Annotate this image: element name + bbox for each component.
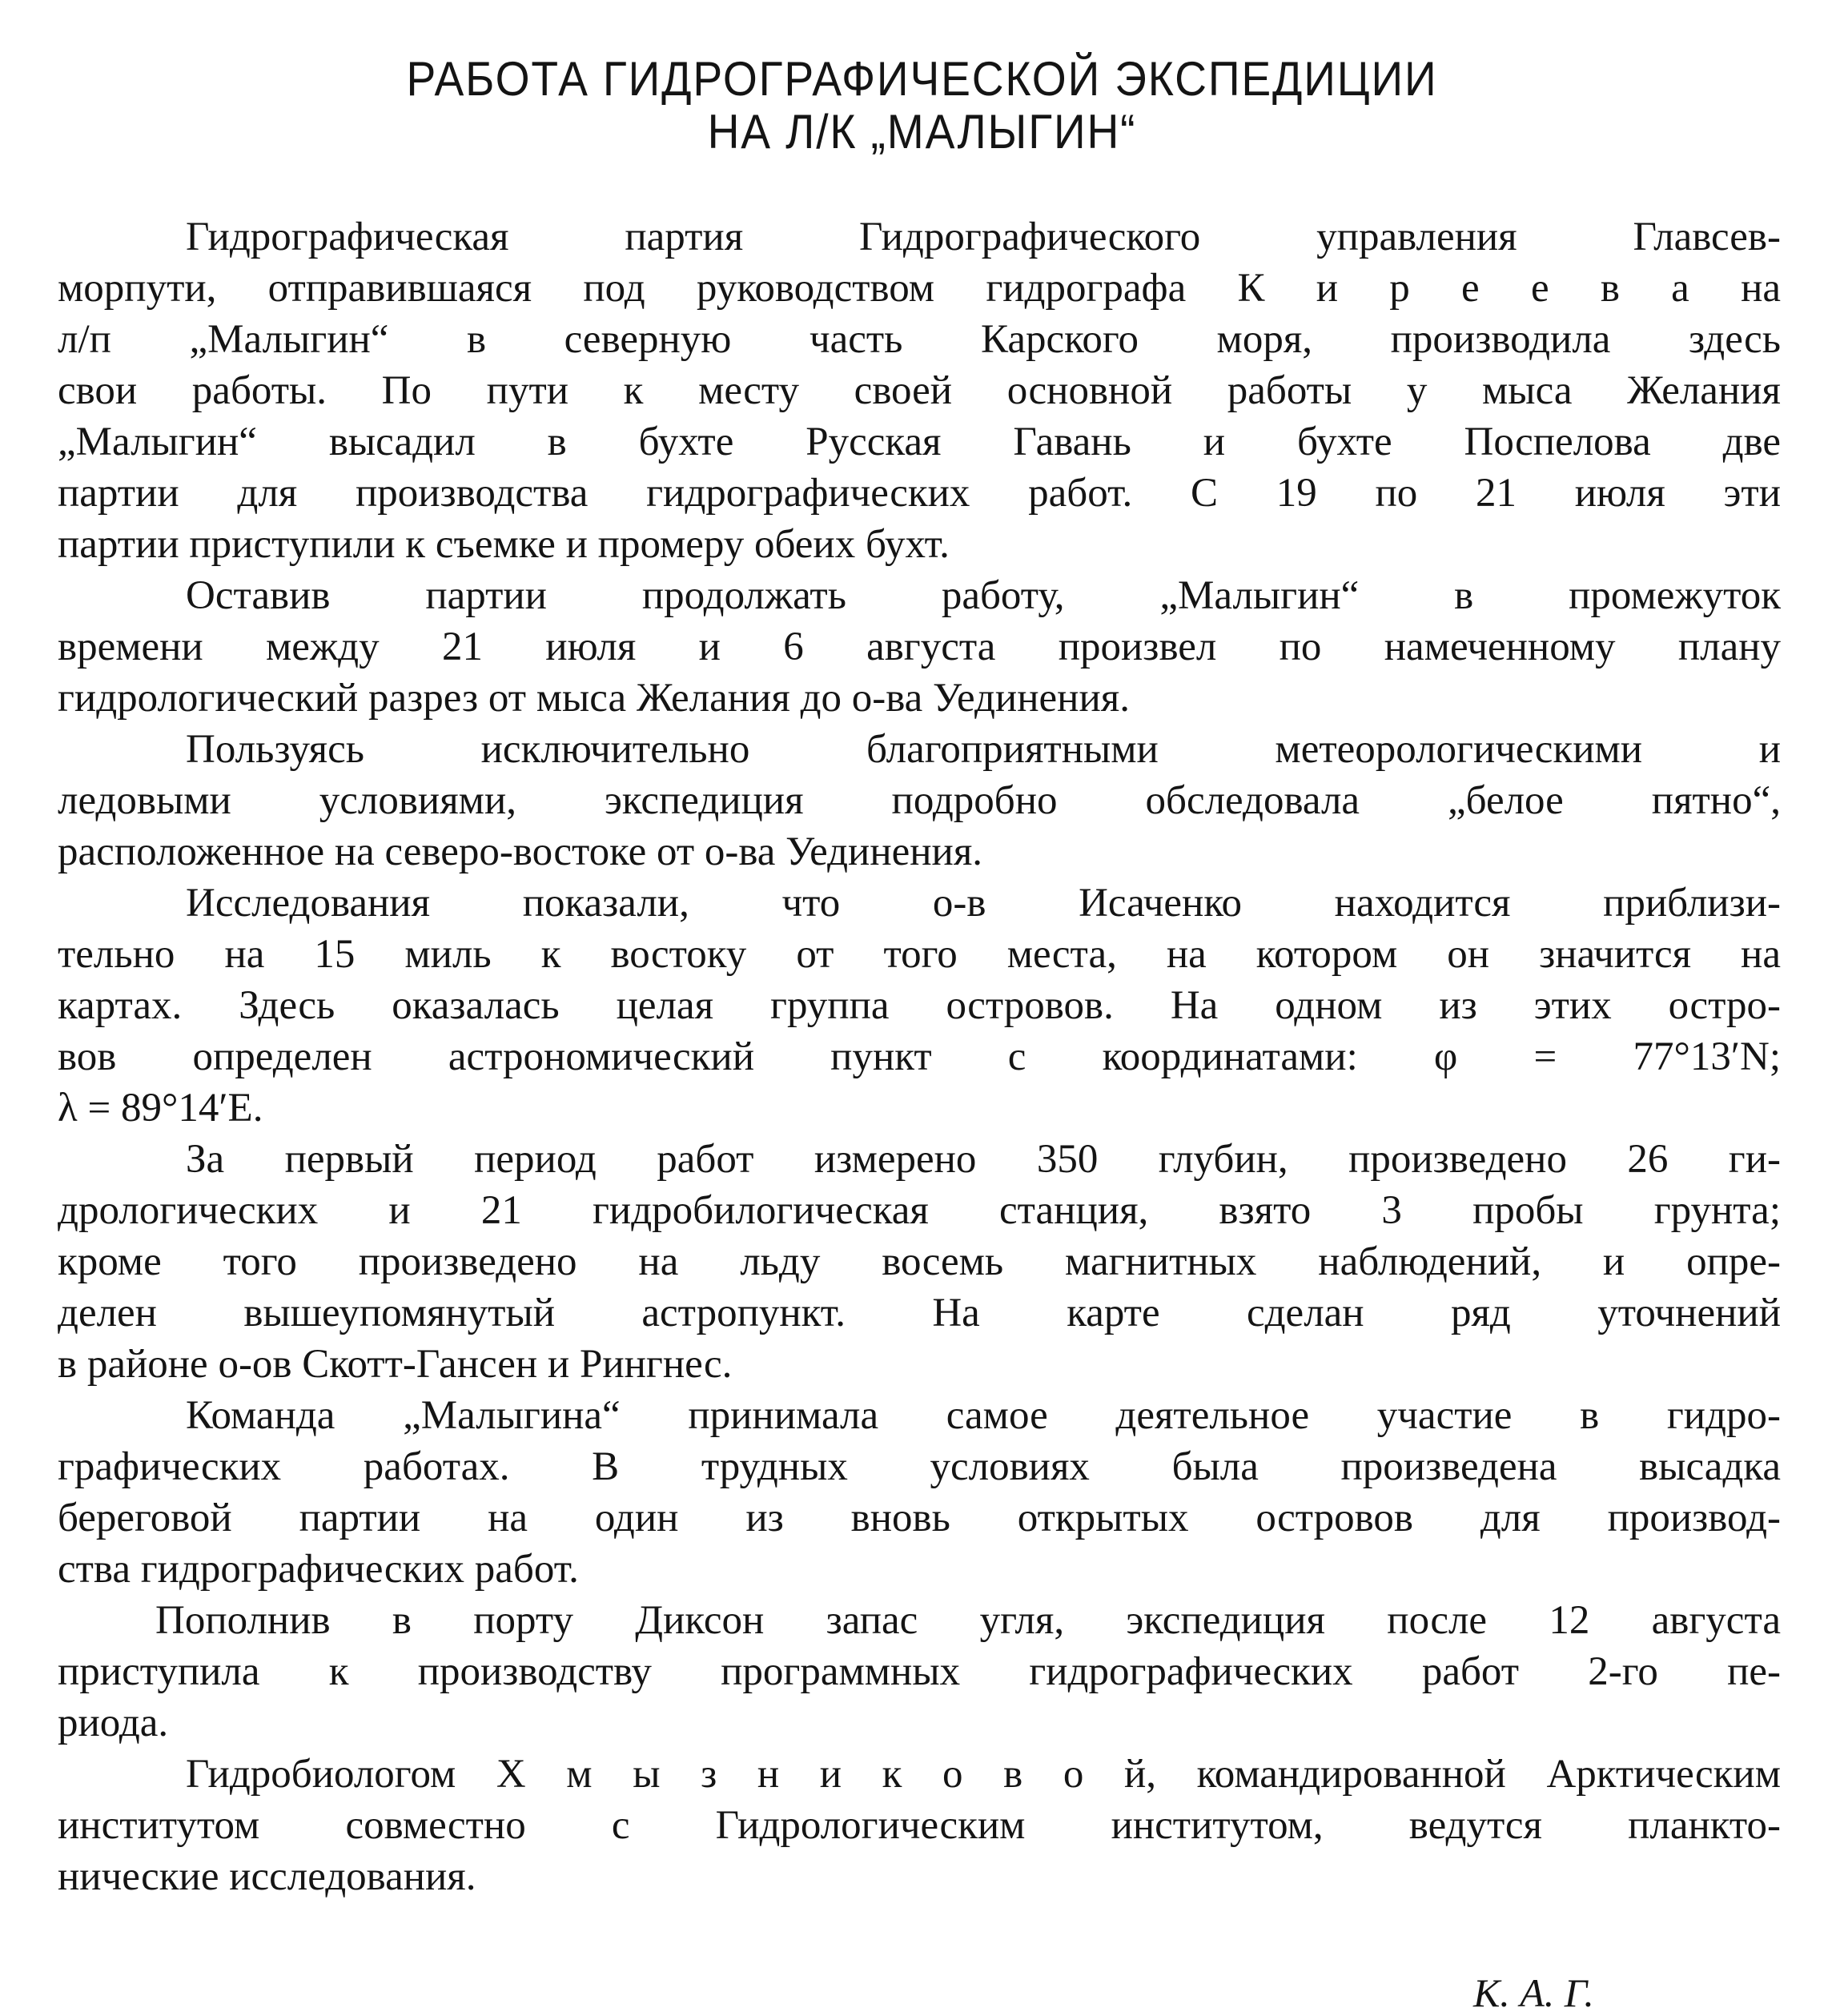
text-line: λ = 89°14′E. — [58, 1086, 263, 1130]
title-line-2: НА Л/К „МАЛЫГИН“ — [707, 105, 1137, 159]
article-title — [74, 53, 1770, 159]
text-line: вов определен астрономический пункт с координатами: φ = 77°13′N; — [58, 1034, 1781, 1079]
text-line: Команда „Малыгина“ принимала самое деятельное участие в гидро- — [186, 1393, 1781, 1438]
article-body — [58, 211, 1781, 1902]
paragraph — [58, 1134, 1781, 1390]
paragraph — [58, 1595, 1781, 1749]
text-line: графических работах. В трудных условиях была произведена высадка — [58, 1444, 1781, 1489]
text-line: Пользуясь исключительно благоприятными метеорологическими и — [186, 727, 1781, 772]
paragraph — [58, 1749, 1781, 1902]
text-line: Пополнив в порту Диксон запас угля, экспедиция после 12 августа — [155, 1598, 1781, 1643]
text-line: За первый период работ измерено 350 глубин, произведено 26 ги- — [186, 1137, 1781, 1182]
text-line: тельно на 15 миль к востоку от того места, на котором он значится на — [58, 932, 1781, 977]
text-line: л/п „Малыгин“ в северную часть Карского моря, производила здесь — [58, 317, 1781, 362]
text-line: приступила к производству программных гидрографических работ 2-го пе- — [58, 1649, 1781, 1694]
text-line: береговой партии на один из вновь открытых островов для производ- — [58, 1496, 1781, 1540]
text-line: институтом совместно с Гидрологическим институтом, ведутся планкто- — [58, 1803, 1781, 1848]
text-line: ледовыми условиями, экспедиция подробно обследовала „белое пятно“, — [58, 778, 1781, 823]
text-line: Гидробиологом Х м ы з н и к о в о й, командированной Арктическим — [186, 1752, 1781, 1797]
text-line: нические исследования. — [58, 1854, 476, 1899]
text-line: гидрологический разрез от мыса Желания до о-ва Уединения. — [58, 676, 1130, 721]
text-line: расположенное на северо-востоке от о-ва Уединения. — [58, 829, 983, 874]
text-line: „Малыгин“ высадил в бухте Русская Гавань и бухте Поспелова две — [58, 420, 1781, 464]
text-line: делен вышеупомянутый астропункт. На карте сделан ряд уточнений — [58, 1291, 1781, 1335]
text-line: кроме того произведено на льду восемь магнитных наблюдений, и опре- — [58, 1239, 1781, 1284]
text-line: партии приступили к съемке и промеру обеих бухт. — [58, 522, 950, 567]
paragraph — [58, 1390, 1781, 1595]
text-line: картах. Здесь оказалась целая группа островов. На одном из этих остро- — [58, 983, 1781, 1028]
paragraph — [58, 724, 1781, 877]
text-line: морпути, отправившаяся под руководством гидрографа К и р е е в а на — [58, 266, 1781, 311]
text-line: Гидрографическая партия Гидрографического управления Главсев- — [186, 215, 1781, 259]
signature: К. А. Г. — [1473, 1970, 1594, 2015]
text-line: времени между 21 июля и 6 августа произвел по намеченному плану — [58, 624, 1781, 669]
text-line: ства гидрографических работ. — [58, 1547, 579, 1592]
text-line: свои работы. По пути к месту своей основной работы у мыса Желания — [58, 368, 1781, 413]
title-line-1: РАБОТА ГИДРОГРАФИЧЕСКОЙ ЭКСПЕДИЦИИ — [406, 52, 1438, 106]
text-line: Исследования показали, что о-в Исаченко находится приблизи- — [186, 881, 1781, 926]
paragraph — [58, 211, 1781, 570]
text-line: партии для производства гидрографических работ. С 19 по 21 июля эти — [58, 471, 1781, 516]
text-line: дрологических и 21 гидробилогическая станция, взято 3 пробы грунта; — [58, 1188, 1781, 1233]
text-line: Оставив партии продолжать работу, „Малыгин“ в промежуток — [186, 573, 1781, 618]
text-line: риода. — [58, 1701, 169, 1745]
paragraph — [58, 877, 1781, 1134]
paragraph — [58, 570, 1781, 724]
text-line: в районе о-ов Скотт-Гансен и Рингнес. — [58, 1342, 733, 1387]
